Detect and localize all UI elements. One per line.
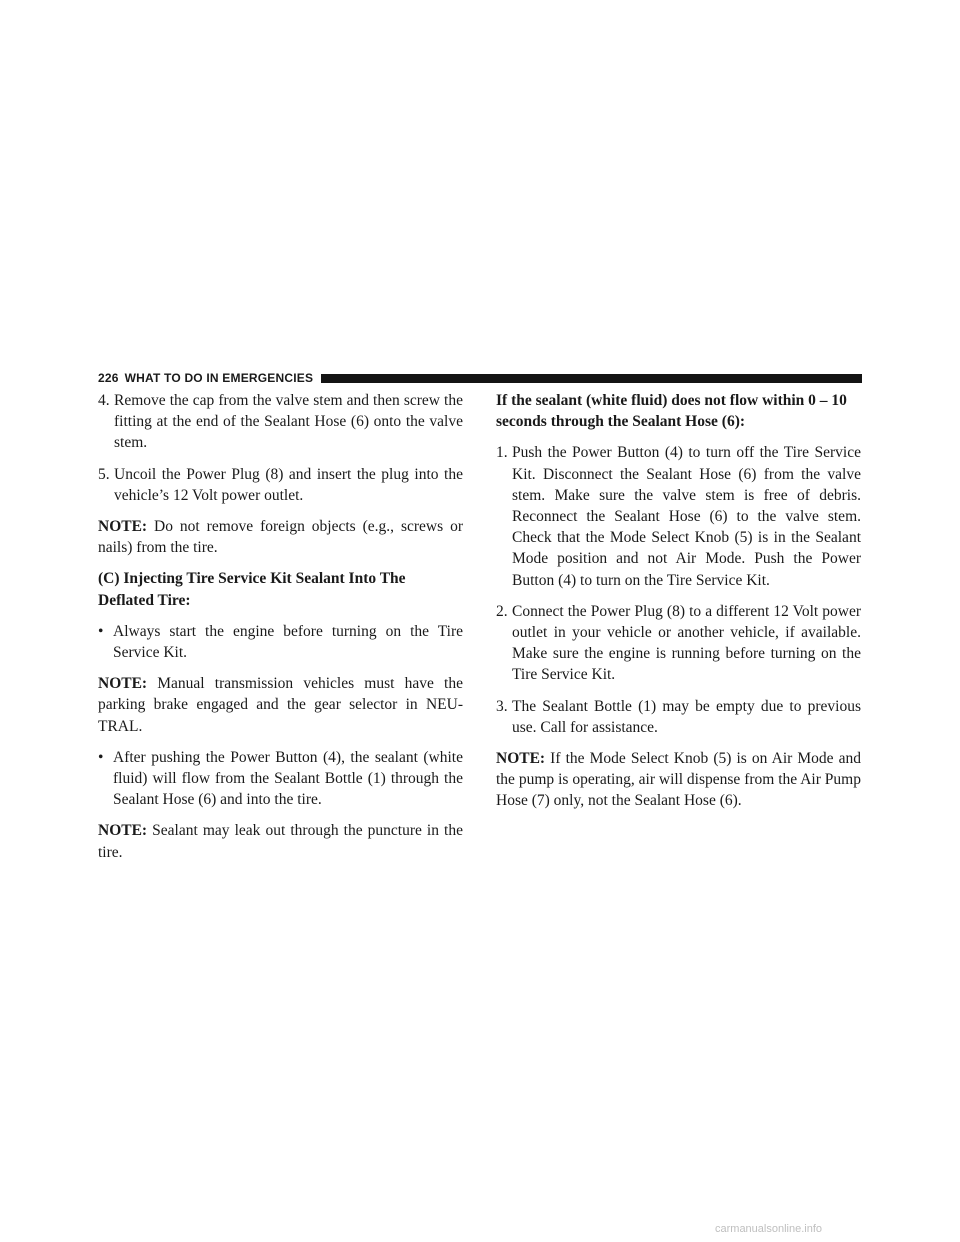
note-air-mode: [496, 748, 861, 812]
note-label: NOTE:: [496, 750, 546, 768]
step-1: [496, 442, 861, 590]
step-4: [98, 390, 463, 454]
section-title: WHAT TO DO IN EMERGENCIES: [124, 371, 314, 385]
left-column: [98, 390, 463, 873]
bullet-text: Always start the engine before turning on the Tire Service Kit.: [113, 622, 463, 662]
note-manual-transmission: [98, 673, 463, 737]
bullet-text: After pushing the Power Button (4), the sealant (white fluid) will flow from the Sealant Bottle (1) through the Sealant Hose (6) and into the tire.: [113, 748, 463, 809]
watermark: carmanualsonline.info: [715, 1223, 823, 1235]
step-text: Uncoil the Power Plug (8) and insert the plug into the vehicle’s 12 Volt power outlet.: [114, 465, 463, 504]
bullet-sealant-flow: [98, 747, 463, 811]
bullet-dot: •: [98, 622, 104, 640]
header-rule: [321, 374, 862, 383]
bullet-start-engine: [98, 621, 463, 663]
note-text: Manual transmission vehicles must have the parking brake engaged and the gear selector in NEU-TRAL.: [98, 675, 463, 735]
step-text: The Sealant Bottle (1) may be empty due to previous use. Call for assistance.: [512, 697, 861, 736]
step-number: 4.: [98, 392, 110, 409]
note-sealant-leak: [98, 820, 463, 862]
step-number: 5.: [98, 465, 110, 483]
step-2: [496, 601, 861, 686]
note-label: NOTE:: [98, 822, 148, 840]
step-text: Push the Power Button (4) to turn off the Tire Service Kit. Disconnect the Sealant Hose (6) from the valve stem. Make sure the valve stem is free of debris. Reconnect the Sealant Hose (6) to the valve stem. Check that the Mode Select Knob (5) is in the Sealant Mode position and not Air Mode. Push the Power Button (4) to turn on the Tire Service Kit.: [512, 444, 861, 589]
step-number: 3.: [496, 697, 508, 715]
right-column: [496, 390, 861, 822]
page-number: 226: [98, 371, 119, 385]
step-number: 2.: [496, 602, 508, 620]
step-text: Remove the cap from the valve stem and then screw the fitting at the end of the Sealant Hose (6) onto the valve stem.: [114, 392, 463, 452]
note-text: Do not remove foreign objects (e.g., screws or nails) from the tire.: [98, 518, 463, 557]
step-number: 1.: [496, 444, 508, 462]
note-text: Sealant may leak out through the puncture in the tire.: [98, 822, 463, 861]
step-5: [98, 464, 463, 506]
note-text: If the Mode Select Knob (5) is on Air Mode and the pump is operating, air will dispense from the Air Pump Hose (7) only, not the Sealant Hose (6).: [496, 750, 861, 810]
note-label: NOTE:: [98, 675, 148, 693]
section-heading: (C) Injecting Tire Service Kit Sealant Into The Deflated Tire:: [98, 570, 406, 609]
page-header: [98, 370, 862, 386]
step-3: [496, 696, 861, 738]
troubleshoot-heading: If the sealant (white fluid) does not flow within 0 – 10 seconds through the Sealant Hose (6):: [496, 392, 847, 431]
bullet-dot: •: [98, 748, 104, 766]
note-foreign-objects: [98, 516, 463, 558]
step-text: Connect the Power Plug (8) to a different 12 Volt power outlet in your vehicle or another vehicle, if available. Make sure the engine is running before turning on the Tire Service Kit.: [512, 602, 861, 684]
note-label: NOTE:: [98, 518, 148, 536]
